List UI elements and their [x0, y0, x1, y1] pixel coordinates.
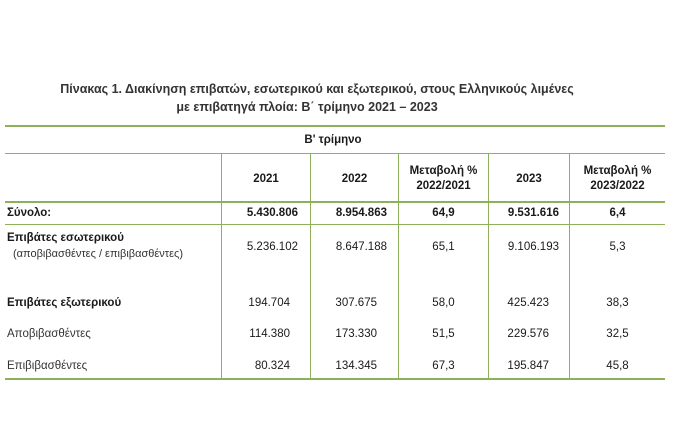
header-2022: 2022 [341, 173, 368, 185]
header-2021: 2021 [253, 173, 279, 185]
table-top-rule [5, 125, 665, 127]
table-title [0, 80, 694, 116]
header-change-line2: 2022/2021 [416, 180, 471, 192]
cell-2022: 8.647.188 [335, 241, 387, 253]
row-label: Σύνολο: [7, 207, 52, 219]
cell-change-2: 6,4 [609, 207, 626, 219]
cell-change-1: 51,5 [432, 328, 455, 340]
cell-2022: 8.954.863 [335, 207, 387, 219]
cell-2023: 195.847 [507, 360, 549, 372]
col-divider [310, 154, 311, 378]
cell-change-1: 58,0 [432, 297, 455, 309]
header-2023: 2023 [516, 173, 542, 185]
header-change-2023-2022 [570, 164, 665, 194]
cell-2022: 134.345 [335, 360, 377, 372]
cell-change-1: 65,1 [432, 241, 455, 253]
cell-change-2: 45,8 [606, 360, 629, 372]
row-label: Επιβάτες εξωτερικού [7, 297, 122, 309]
cell-change-1: 64,9 [432, 207, 455, 219]
period-rule [5, 153, 665, 154]
col-divider [488, 154, 489, 378]
col-divider [221, 154, 222, 378]
cell-2021: 114.380 [249, 328, 290, 340]
cell-2023: 229.576 [507, 328, 549, 340]
cell-2022: 307.675 [335, 297, 377, 309]
table-title-line2: με επιβατηγά πλοία: Β΄ τρίμηνο 2021 – 2023 [176, 100, 438, 114]
row-label: Αποβιβασθέντες [7, 328, 91, 340]
table-bottom-rule [5, 378, 665, 380]
cell-change-2: 38,3 [606, 297, 629, 309]
cell-2023: 425.423 [507, 297, 549, 309]
header-bottom-rule [5, 201, 665, 203]
cell-2022: 173.330 [335, 328, 377, 340]
cell-2023: 9.531.616 [507, 207, 559, 219]
header-change-2022-2021 [399, 164, 488, 194]
cell-2023: 9.106.193 [507, 241, 559, 253]
cell-change-2: 5,3 [609, 241, 626, 253]
cell-2021: 80.324 [254, 360, 290, 372]
header-change-line2: 2023/2022 [590, 180, 645, 192]
cell-2021: 5.236.102 [246, 241, 298, 253]
table-title-line1: Πίνακας 1. Διακίνηση επιβατών, εσωτερικού και εξωτερικού, στους Ελληνικούς λιμένες [60, 82, 574, 96]
period-header: Β' τρίμηνο [304, 134, 362, 146]
row-label: Επιβάτες εσωτερικού [7, 232, 124, 244]
row-sublabel: (αποβιβασθέντες / επιβιβασθέντες) [13, 248, 183, 260]
total-row-rule [5, 224, 665, 225]
cell-change-1: 67,3 [432, 360, 455, 372]
cell-2021: 194.704 [248, 297, 290, 309]
cell-change-2: 32,5 [606, 328, 629, 340]
header-change-line1: Μεταβολή % [583, 165, 652, 177]
row-label: Επιβιβασθέντες [7, 360, 88, 372]
cell-2021: 5.430.806 [246, 207, 298, 219]
header-change-line1: Μεταβολή % [409, 165, 478, 177]
